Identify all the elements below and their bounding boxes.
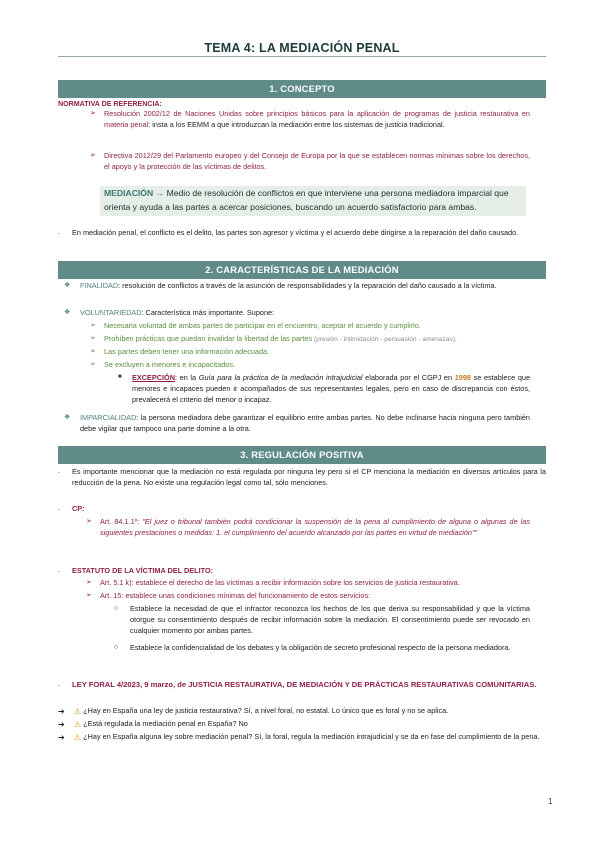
arrowhead-icon: ➢ — [86, 592, 92, 599]
imparcialidad-item — [64, 413, 530, 435]
section-heading-concepto: 1. CONCEPTO — [58, 80, 546, 98]
resolucion-text: : insta a los EEMM a que introduzcan la mediación entre los sistemas de justicia tradicional. — [148, 119, 445, 129]
normativa-item-1 — [90, 109, 530, 131]
normativa-label: NORMATIVA DE REFERENCIA: — [58, 100, 162, 108]
voluntariedad-sub-3 — [90, 347, 530, 358]
section-heading-caracteristicas: 2. CARACTERÍSTICAS DE LA MEDIACIÓN — [58, 261, 546, 279]
dot-bullet-icon: . — [58, 567, 60, 574]
arrow-right-icon: ➔ — [58, 720, 65, 729]
estatuto-cond-1 — [114, 604, 530, 637]
normativa-item-2 — [90, 151, 530, 173]
cp-article-quote: : "El juez o tribunal también podrá condicionar la suspensión de la pena al cumplimiento de alguna o algunas de las siguientes prestaciones o medidas: 1. el cumplimiento del acuerdo alcanzado por las partes en virtud de mediación"" — [100, 517, 530, 537]
arrowhead-icon: ➢ — [90, 110, 96, 117]
arrowhead-icon: ➢ — [86, 579, 92, 586]
title-underline — [58, 56, 546, 57]
ley-foral-heading — [58, 680, 546, 691]
voluntariedad-sub-4-text: Se excluyen a menores e incapacitados. — [104, 360, 236, 369]
section-heading-regulacion: 3. REGULACIÓN POSITIVA — [58, 446, 546, 464]
estatuto-art-15 — [86, 591, 530, 602]
estatuto-art-5-number: Art. 5.1 k) — [100, 578, 132, 587]
diamond-bullet-icon: ❖ — [64, 309, 71, 316]
estatuto-art-5 — [86, 578, 530, 589]
question-1-text: ¿Hay en España una ley de justicia restaurativa? Sí, a nivel foral, no estatal. Lo único que es foral y no se aplica. — [83, 706, 449, 715]
cp-article-number: Art. 84.1.1º — [100, 517, 138, 526]
voluntariedad-sub-1 — [90, 321, 530, 332]
arrowhead-icon: ➢ — [90, 335, 96, 342]
definition-text: Medio de resolución de conflictos en que interviene una persona mediadora imparcial que orienta y ayuda a las partes a acercar posiciones, buscando un acuerdo satisfactorio para ambas. — [104, 188, 509, 212]
arrow-right-icon: ➔ — [58, 733, 65, 742]
excepcion-text-c: se establece que menores e incapaces pueden ir acompañados de sus representantes legales, pero en caso de discrepancia con éstos, prevalecerá el criterio del menor o incapaz. — [132, 373, 531, 404]
arrowhead-icon: ➢ — [90, 361, 96, 368]
arrow-right-icon: ➔ — [58, 707, 65, 716]
diamond-bullet-icon: ❖ — [64, 282, 71, 289]
estatuto-heading — [58, 566, 546, 577]
arrowhead-icon: ➢ — [90, 152, 96, 159]
definition-arrow: → — [153, 188, 167, 198]
warning-icon: ⚠ — [74, 733, 82, 742]
dot-bullet-icon: . — [58, 505, 60, 512]
voluntariedad-sub-3-text: Las partes deben tener una información adecuada. — [104, 347, 270, 356]
voluntariedad-sub-4 — [90, 360, 530, 371]
circle-bullet-icon: ○ — [114, 644, 119, 651]
estatuto-label: ESTATUTO DE LA VÍCTIMA DEL DELITO: — [72, 566, 214, 575]
concepto-paragraph-text: En mediación penal, el conflicto es el delito, las partes son agresor y víctima y el acuerdo debe dirigirse a la reparación del daño causado. — [72, 228, 519, 237]
circle-bullet-icon: ○ — [114, 605, 119, 612]
voluntariedad-sub-1-text: Necesaria voluntad de ambas partes de participar en el encuentro, aceptar el acuerdo y cumplirlo. — [104, 321, 421, 330]
finalidad-label: FINALIDAD — [80, 281, 119, 290]
arrowhead-icon: ➢ — [86, 518, 92, 525]
regulacion-intro-text: Es importante mencionar que la mediación no está regulada por ninguna ley pero si el CP menciona la mediación en diversos artículos para la reducción de la pena. No existe una regulación legal como tal, sólo menciones. — [72, 467, 546, 487]
diamond-bullet-icon: ❖ — [64, 414, 71, 421]
voluntariedad-text: : Característica más importante. Supone: — [141, 308, 275, 317]
directiva-text: Directiva 2012/29 del Parlamento europeo y del Consejo de Europa por la que se establecen normas mínimas sobre los derechos, el apoyo y la protección de las víctimas de delitos. — [104, 151, 530, 171]
dot-bullet-icon: . — [58, 468, 60, 475]
question-1 — [58, 706, 546, 718]
dot-bullet-icon: . — [58, 681, 60, 688]
excepcion-guide: Guía para la práctica de la mediación intrajudicial — [198, 373, 363, 382]
page-number: 1 — [548, 797, 553, 806]
ley-foral-title: LEY FORAL 4/2023, 9 marzo, de JUSTICIA RESTAURATIVA, DE MEDIACIÓN Y DE PRÁCTICAS RESTAURATIVAS COMUNITARIAS. — [72, 680, 537, 689]
finalidad-text: : resolución de conflictos a través de la asunción de responsabilidades y la reparación del daño causado a la víctima. — [118, 281, 497, 290]
estatuto-art-15-text: : establece unas condiciones mínimas del funcionamiento de estos servicios: — [121, 591, 371, 600]
voluntariedad-sub-2-text: Prohíben prácticas que puedan invalidar la libertad de las partes — [104, 334, 313, 343]
warning-icon: ⚠ — [74, 720, 82, 729]
excepcion-item — [118, 373, 530, 406]
question-2 — [58, 719, 546, 731]
excepcion-text-b: elaborada por el CGPJ en — [362, 373, 455, 382]
excepcion-label: EXCEPCIÓN — [132, 373, 175, 382]
definition-keyword: MEDIACIÓN — [104, 188, 154, 198]
cp-article — [86, 517, 530, 539]
estatuto-cond-2-text: Establece la confidencialidad de los debates y la obligación de secreto profesional respecto de la persona mediadora. — [130, 643, 511, 652]
imparcialidad-text: : la persona mediadora debe garantizar el equilibrio entre ambas partes. No debe inclinarse hacia ninguna pero también debe vigilar que tampoco una parte domine a la otra. — [80, 413, 530, 433]
document-title: TEMA 4: LA MEDIACIÓN PENAL — [204, 41, 400, 55]
excepcion-year: 1998 — [454, 373, 471, 382]
voluntariedad-label: VOLUNTARIEDAD — [80, 308, 142, 317]
resolucion-title: Resolución 2002/12 de Naciones Unidas sobre principios básicos para la aplicación de programas de justicia restaurativa en materia penal — [104, 109, 530, 129]
arrowhead-icon: ➢ — [90, 348, 96, 355]
dot-bullet-icon: . — [58, 229, 60, 236]
excepcion-text-a: : en la — [174, 373, 199, 382]
regulacion-intro — [58, 467, 546, 489]
estatuto-cond-2 — [114, 643, 530, 654]
finalidad-item — [64, 281, 530, 292]
definition-highlight — [100, 186, 526, 216]
imparcialidad-label: IMPARCIALIDAD — [80, 413, 137, 422]
voluntariedad-sub-2 — [90, 334, 530, 345]
voluntariedad-sub-2-examples: (presión - intimidación - persuasión - amenazas). — [312, 336, 457, 343]
square-bullet-icon: ■ — [118, 374, 122, 380]
voluntariedad-item — [64, 308, 530, 319]
question-2-text: ¿Está regulada la mediación penal en España? No — [83, 719, 248, 728]
question-3 — [58, 732, 546, 744]
estatuto-cond-1-text: Establece la necesidad de que el infractor reconozca los hechos de los que deriva su responsabilidad y que la víctima otorgue su consentimiento después de recibir información sobre la mediación. El consentimiento puede ser revocado en cualquier momento por ambas partes. — [130, 604, 530, 635]
concepto-paragraph — [58, 228, 546, 239]
warning-icon: ⚠ — [74, 707, 82, 716]
estatuto-art-15-number: Art. 15 — [100, 591, 122, 600]
arrowhead-icon: ➢ — [90, 322, 96, 329]
estatuto-art-5-text: : establece el derecho de las víctimas a recibir información sobre los servicios de justicia restaurativa. — [131, 578, 460, 587]
cp-heading — [58, 504, 546, 515]
question-3-text: ¿Hay en España alguna ley sobre mediación penal? Sí, la foral, regula la mediación intrajudicial y se da en fase del cumplimiento de la pena. — [83, 732, 540, 741]
cp-label: CP: — [72, 504, 85, 513]
